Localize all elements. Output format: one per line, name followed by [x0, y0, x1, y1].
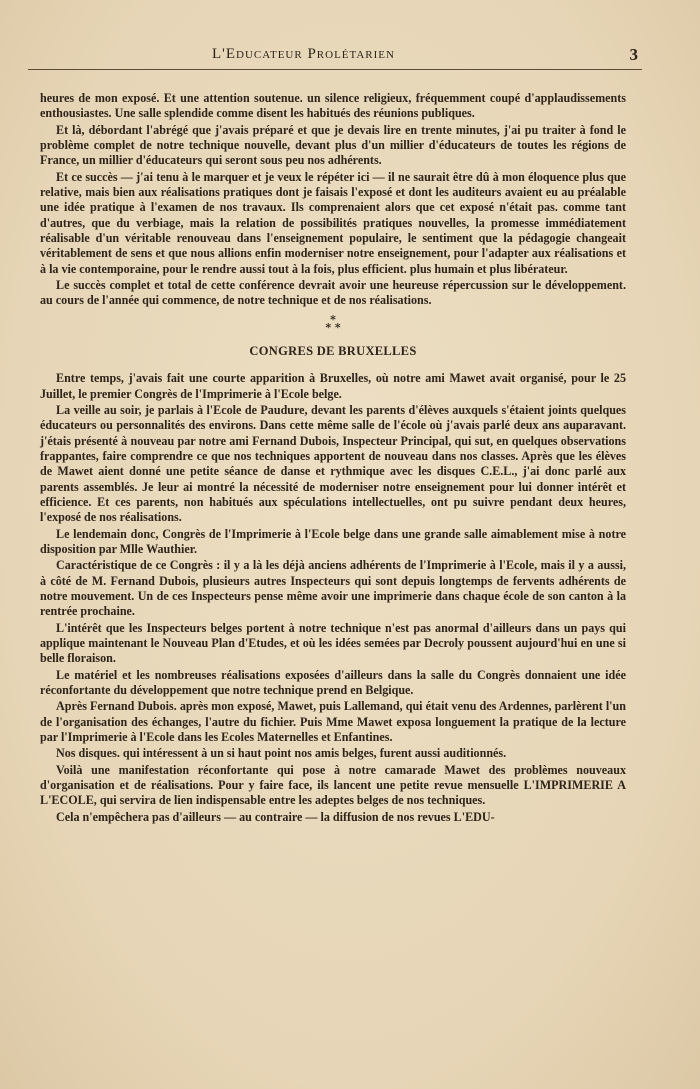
header-rule [28, 69, 642, 70]
paragraph: Caractéristique de ce Congrès : il y a là les déjà anciens adhérents de l'Imprimerie à l'Ecole, mais il y a aussi, à côté de M. Fernand Dubois, plusieurs autres Inspecteurs qui sont depuis longtemps de fervents adhérents de notre mouvement. Un de ces Inspecteurs pense même avoir une imprimerie dans chaque école de son canton à la rentrée prochaine. [40, 558, 626, 619]
paragraph: Voilà une manifestation réconfortante qui pose à notre camarade Mawet des problèmes nouveaux d'organisation et de réalisations. Pour y faire face, ils lancent une petite revue mensuelle L'IMPRIMERIE A L'ECOLE, qui servira de lien indispensable entre les adeptes belges de nos techniques. [40, 762, 626, 808]
paragraph: Et ce succès — j'ai tenu à le marquer et je veux le répéter ici — il ne saurait être dû à mon éloquence plus que relative, mais bien aux réalisations pratiques dont je faisais l'exposé et dont les auditeurs avaient eu au préalable une idée pratique à l'examen de nos travaux. Ils comprenaient alors que cet exposé n'était pas. comme tant d'autres, que du verbiage, mais la relation de possibilités pratiques nouvelles, la promesse immédiatement réalisable d'un véritable renouveau dans l'enseignement populaire, le sentiment que la pédagogie changeait véritablement de sens et que nous allions enfin moderniser notre enseignement, pour l'adapter aux réalisations et à la vie contemporaine, pour le rendre aussi tout à la fois, plus efficient. plus humain et plus libérateur. [40, 169, 626, 276]
paragraph: Nos disques. qui intéressent à un si haut point nos amis belges, furent aussi auditionnés. [56, 746, 507, 761]
paragraph: L'intérêt que les Inspecteurs belges portent à notre technique n'est pas anormal d'ailleurs dans un pays qui applique maintenant le Nouveau Plan d'Etudes, et où les idées semées par Decroly poussent aujourd'hui en une si belle floraison. [40, 620, 626, 666]
article-body [40, 91, 626, 826]
section-separator: * * * [325, 312, 341, 334]
paragraph: Le matériel et les nombreuses réalisations exposées d'ailleurs dans la salle du Congrès donnaient une idée réconfortante du développement que notre technique prend en Belgique. [40, 667, 626, 698]
running-header [212, 44, 642, 68]
paragraph: Cela n'empêchera pas d'ailleurs — au contraire — la diffusion de nos revues L'EDU- [56, 809, 495, 824]
paragraph: Après Fernand Dubois. après mon exposé, Mawet, puis Lallemand, qui était venu des Ardennes, parlèrent l'un de l'organisation des échanges, l'autre du fichier. Puis Mme Mawet exposa longuement la pratique de la lecture par l'Imprimerie à l'Ecole dans les Ecoles Maternelles et Enfantines. [40, 699, 626, 745]
paragraph: Le lendemain donc, Congrès de l'Imprimerie à l'Ecole belge dans une grande salle aimablement mise à notre disposition par Mlle Wauthier. [40, 526, 626, 556]
journal-title: L'Educateur Prolétarien [212, 46, 395, 62]
paragraph: Entre temps, j'avais fait une courte apparition à Bruxelles, où notre ami Mawet avait organisé, pour le 25 Juillet, le premier Congrès de l'Imprimerie à l'Ecole belge. [40, 371, 626, 401]
page-number: 3 [629, 45, 638, 64]
section-heading: CONGRES DE BRUXELLES [249, 343, 417, 358]
paragraph: La veille au soir, je parlais à l'Ecole de Paudure, devant les parents d'élèves auxquels s'étaient joints quelques éducateurs ou personnalités des environs. Dans cette même salle de l'école où j'avais parlé deux ans auparavant. j'étais présenté à nouveau par notre ami Fernand Dubois, Inspecteur Principal, qui sut, en quelques observations frappantes, faire comprendre ce que nos techniques apportent de nouveau dans nos classes. Après que les élèves de Mawet aient donné une petite séance de danse et rythmique avec les disques C.E.L., j'ai donc parlé aux parents assemblés. Je leur ai montré la nécessité de moderniser notre enseignement pour lui donner intérêt et efficience. Et ces parents, non habitués aux spéculations intellectuelles, ont pu suivre pendant deux heures, l'exposé de nos réalisations. [40, 402, 626, 525]
paragraph: Et là, débordant l'abrégé que j'avais préparé et que je devais lire en trente minutes, j'ai pu traiter à fond le problème complet de notre technique nouvelle, devant plus d'un millier d'éducateurs de toutes les régions de France, un millier d'éducateurs qui seront sous peu nos adhérents. [40, 122, 626, 168]
paragraph: Le succès complet et total de cette conférence devrait avoir une heureuse répercussion sur le développement. au cours de l'année qui commence, de notre technique et de nos réalisations. [40, 278, 626, 308]
paragraph: heures de mon exposé. Et une attention soutenue. un silence religieux, fréquemment coupé d'applaudissements enthousiastes. Une salle splendide comme disent les habitués des réunions publiques. [40, 91, 626, 121]
